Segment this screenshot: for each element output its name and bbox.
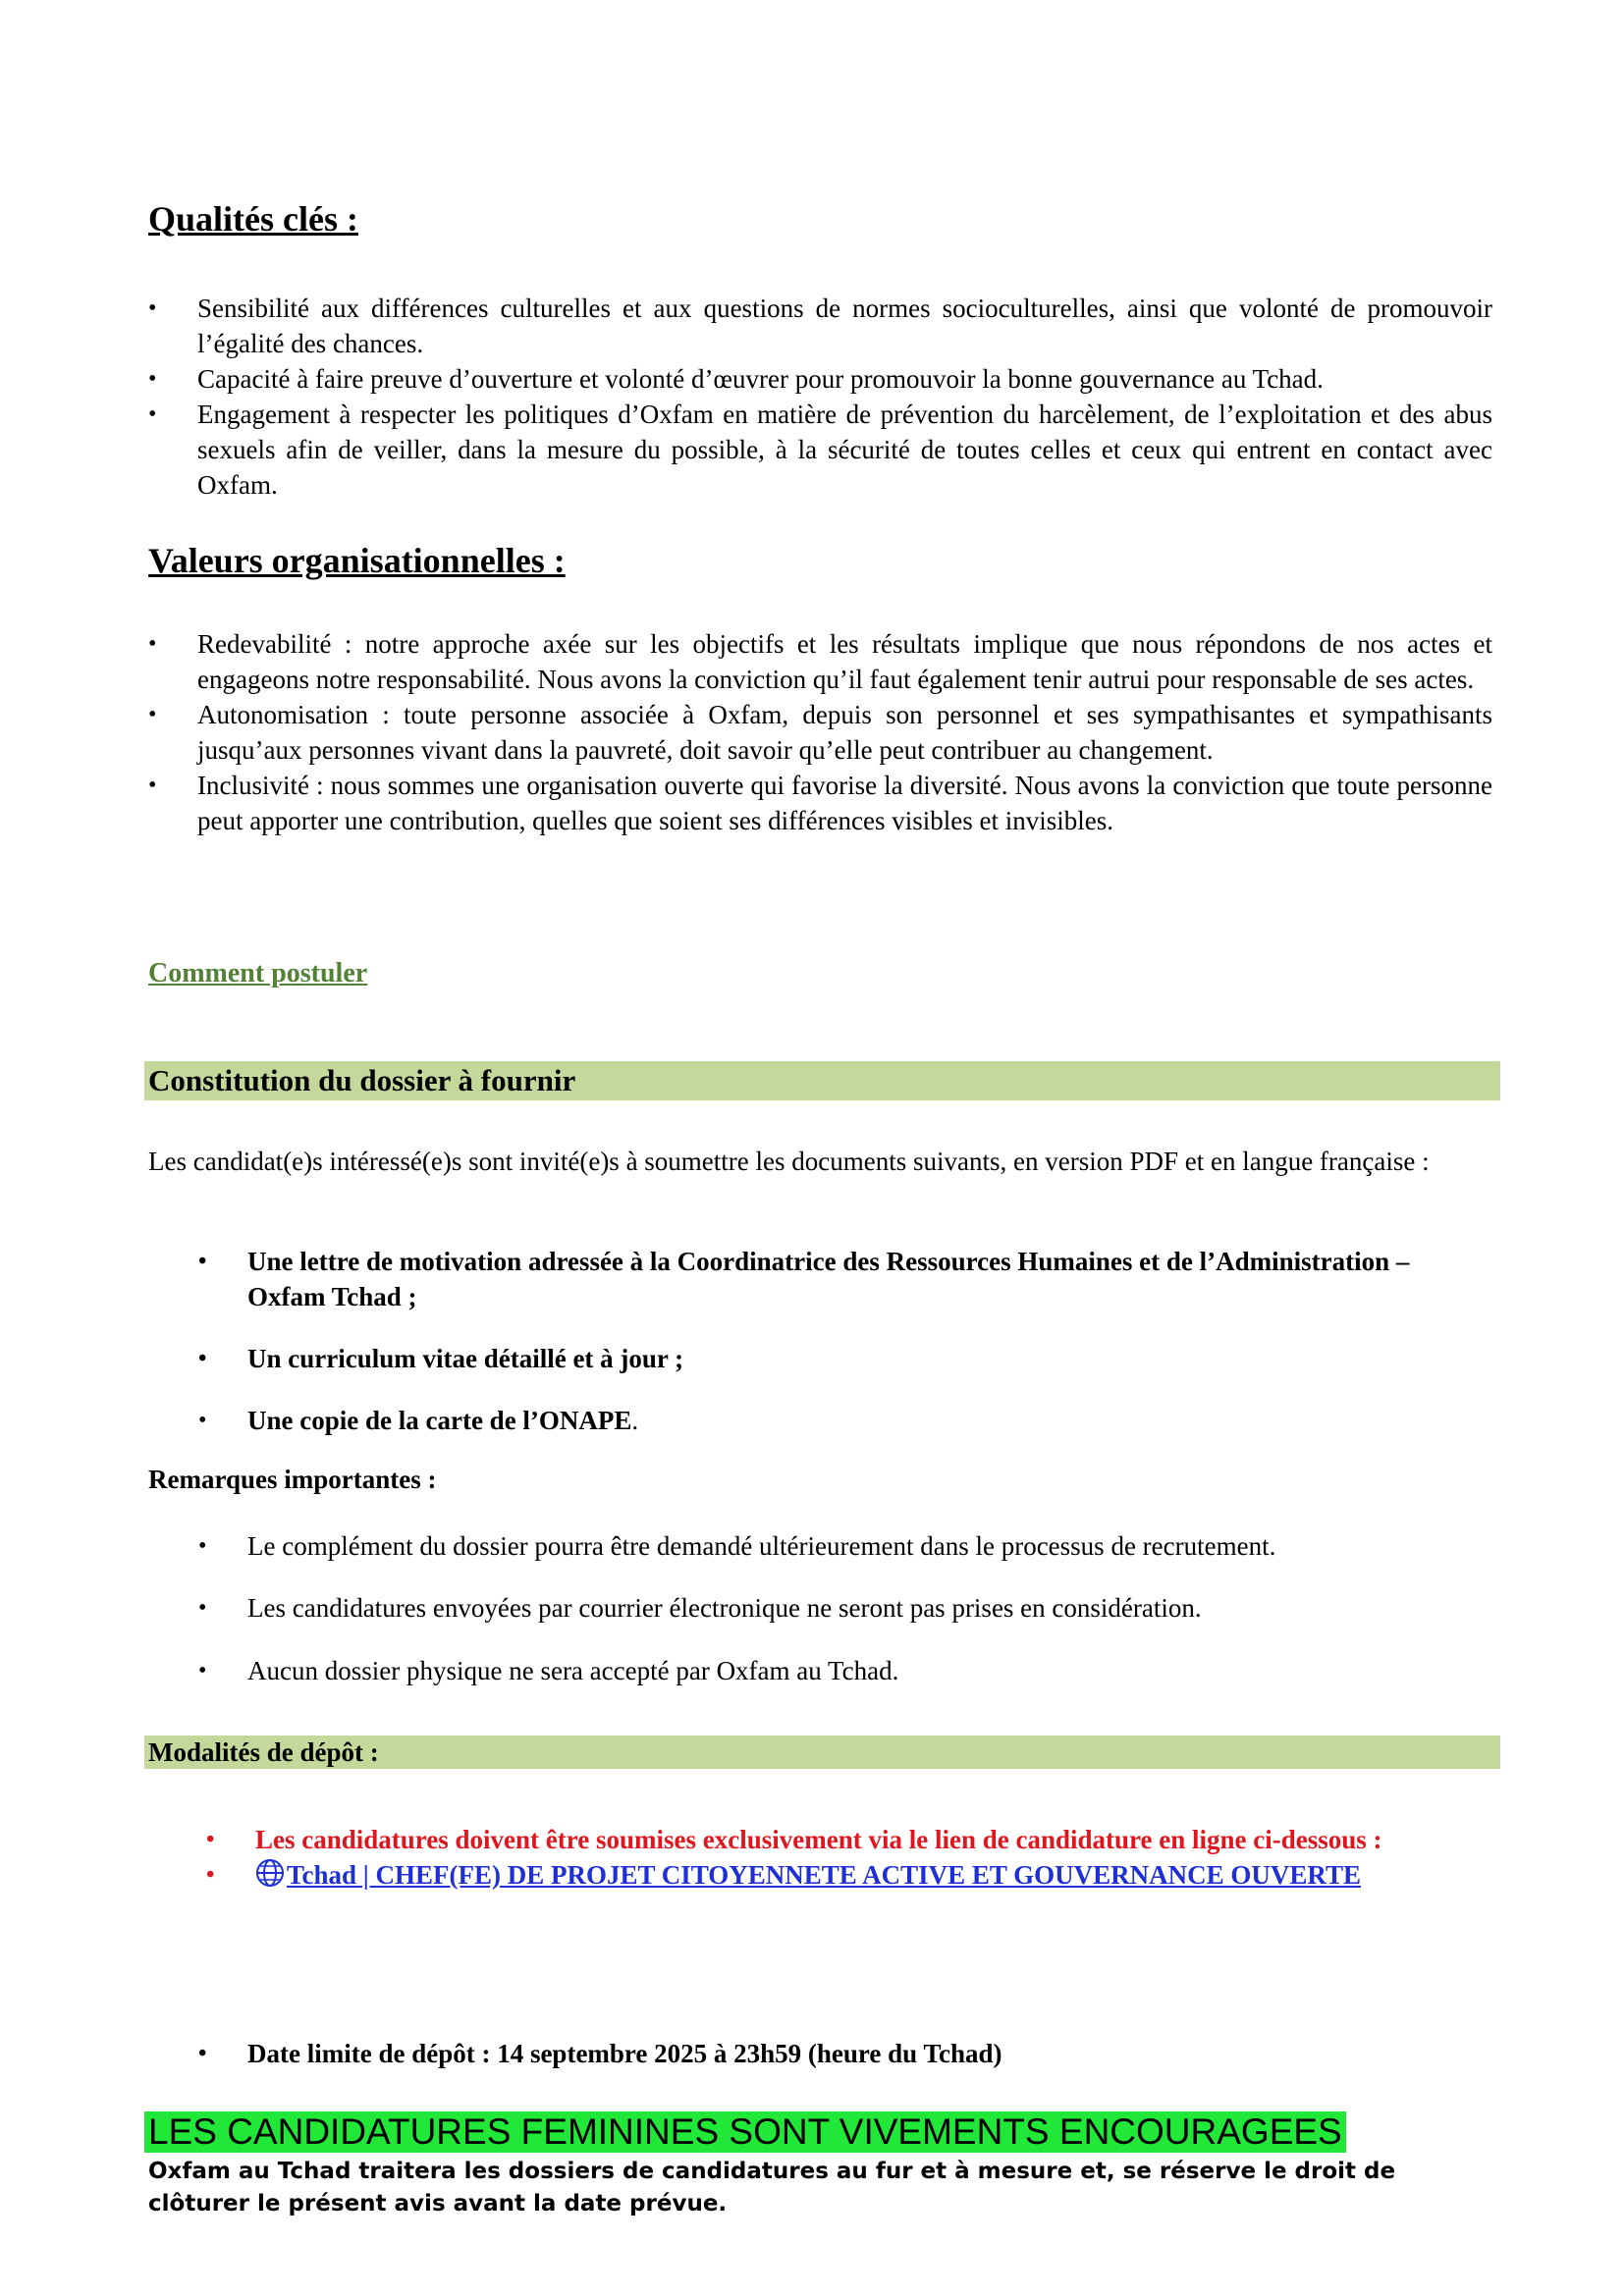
qualites-heading: Qualités clés : (148, 199, 358, 239)
modalites-list (206, 1822, 1443, 1893)
list-item: • Capacité à faire preuve d’ouverture et volonté d’œuvrer pour promouvoir la bonne gouvernance au Tchad. (148, 361, 1492, 397)
valeurs-heading: Valeurs organisationnelles : (148, 541, 566, 580)
modalites-link-item (206, 1857, 1443, 1893)
dossier-list (198, 1244, 1492, 1314)
remarques-list-2 (198, 1590, 1492, 1626)
list-item: • Aucun dossier physique ne sera accepté par Oxfam au Tchad. (198, 1653, 1492, 1688)
list-item: • Inclusivité : nous sommes une organisation ouverte qui favorise la diversité. Nous avons la conviction que toute personne peut apporter une contribution, quelles que soient ses différences visibles et invisibles. (148, 768, 1492, 838)
modalites-instruction: • Les candidatures doivent être soumises exclusivement via le lien de candidature en ligne ci-dessous : (206, 1822, 1443, 1857)
list-item: • Un curriculum vitae détaillé et à jour ; (198, 1341, 1492, 1376)
application-link-text[interactable]: Tchad | CHEF(FE) DE PROJET CITOYENNETE ACTIVE ET GOUVERNANCE OUVERTE (287, 1860, 1361, 1890)
modalites-heading: Modalités de dépôt : (144, 1735, 1500, 1769)
dossier-list-3 (198, 1403, 1492, 1438)
application-link[interactable] (255, 1860, 1361, 1890)
deadline: • Date limite de dépôt : 14 septembre 2025 à 23h59 (heure du Tchad) (198, 2036, 1492, 2071)
remarques-heading: Remarques importantes : (148, 1465, 437, 1494)
feminine-candidates-banner: LES CANDIDATURES FEMININES SONT VIVEMENTS ENCOURAGEES (144, 2111, 1346, 2153)
dossier-heading: Constitution du dossier à fournir (144, 1061, 1500, 1100)
list-item: • Redevabilité : notre approche axée sur les objectifs et les résultats implique que nous répondons de nos actes et engageons notre responsabilité. Nous avons la conviction qu’il faut également tenir autrui pour responsable de ses actes. (148, 626, 1492, 697)
dossier-intro: Les candidat(e)s intéressé(e)s sont invité(e)s à soumettre les documents suivants, en version PDF et en langue française : (148, 1147, 1430, 1176)
list-item: • Les candidatures envoyées par courrier électronique ne seront pas prises en considération. (198, 1590, 1492, 1626)
valeurs-list (148, 626, 1492, 838)
comment-postuler-heading: Comment postuler (148, 958, 368, 988)
globe-icon (255, 1858, 285, 1888)
deadline-list (198, 2036, 1492, 2071)
list-item: • Autonomisation : toute personne associée à Oxfam, depuis son personnel et ses sympathisantes et sympathisants jusqu’aux personnes vivant dans la pauvreté, doit savoir qu’elle peut contribuer au changement. (148, 697, 1492, 768)
dossier-list-2 (198, 1341, 1492, 1376)
footer-note: Oxfam au Tchad traitera les dossiers de candidatures au fur et à mesure et, se réserve le droit de clôturer le présent avis avant la date prévue. (148, 2159, 1396, 2216)
list-item: • Une copie de la carte de l’ONAPE. (198, 1403, 1492, 1438)
list-item: • Le complément du dossier pourra être demandé ultérieurement dans le processus de recrutement. (198, 1528, 1492, 1564)
remarques-list-3 (198, 1653, 1492, 1688)
list-item: • Engagement à respecter les politiques d’Oxfam en matière de prévention du harcèlement, de l’exploitation et des abus sexuels afin de veiller, dans la mesure du possible, à la sécurité de toutes celles et ceux qui entrent en contact avec Oxfam. (148, 397, 1492, 503)
list-item: • Sensibilité aux différences culturelles et aux questions de normes socioculturelles, ainsi que volonté de promouvoir l’égalité des chances. (148, 291, 1492, 361)
remarques-list (198, 1528, 1492, 1564)
qualites-list (148, 291, 1492, 503)
list-item: • Une lettre de motivation adressée à la Coordinatrice des Ressources Humaines et de l’Administration – Oxfam Tchad ; (198, 1244, 1492, 1314)
